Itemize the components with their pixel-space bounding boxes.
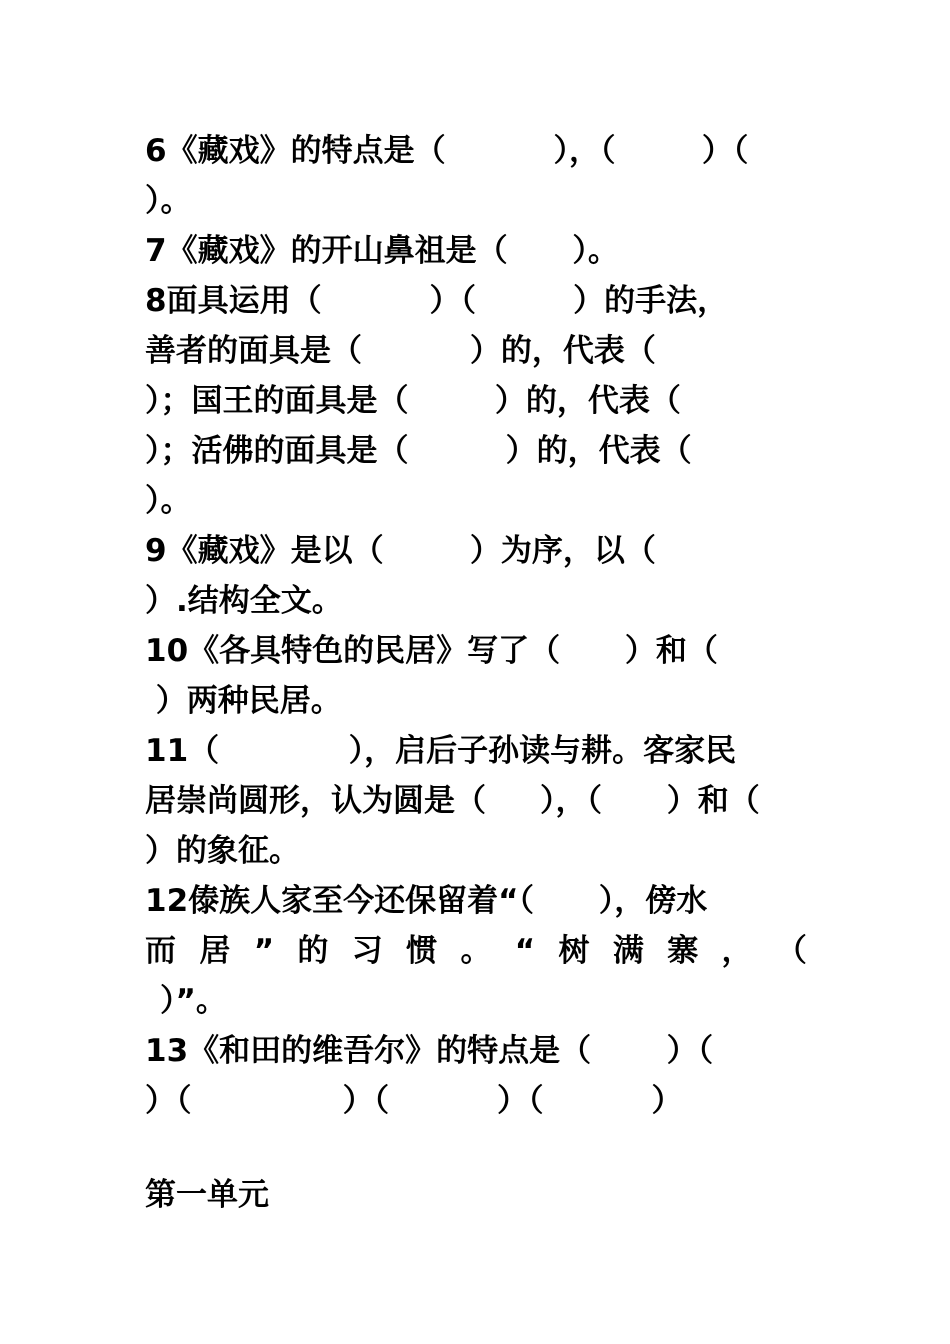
text-line-10: ）.结构全文。: [145, 583, 343, 619]
text-line-12: ）两种民居。: [145, 683, 342, 719]
text-line-7: ）；活佛的面具是（ ）的，代表（: [145, 433, 692, 469]
text-line-6: ）；国王的面具是（ ）的，代表（: [145, 383, 681, 419]
text-line-15: ）的象征。: [145, 833, 300, 869]
text-line-14: 居崇尚圆形，认为圆是（ ），（ ）和（: [145, 783, 760, 819]
text-line-8: ）。: [145, 483, 192, 519]
justified-char: 习: [351, 933, 383, 969]
text-line-5: 善者的面具是（ ）的，代表（: [145, 333, 656, 369]
text-line-11: 10《各具特色的民居》写了（ ）和（: [145, 633, 718, 669]
justified-char: 的: [297, 933, 329, 969]
justified-char: 而: [145, 933, 176, 969]
justified-char: 树: [558, 933, 590, 969]
justified-char: 惯: [406, 933, 438, 969]
justified-char: ”: [253, 933, 275, 969]
text-line-20: ）（ ）（ ）（ ）: [145, 1083, 683, 1119]
text-line-16: 12傣族人家至今还保留着“（ ），傍水: [145, 883, 708, 919]
justified-char: “: [514, 933, 536, 969]
text-line-1: 6《藏戏》的特点是（ ），（ ）（: [145, 133, 749, 169]
justified-char: ，: [721, 933, 753, 969]
justified-char: 居: [199, 933, 231, 969]
justified-char: 。: [460, 933, 492, 969]
text-line-2: ）。: [145, 183, 192, 219]
section-heading: 第一单元: [145, 1177, 269, 1213]
justified-char: 满: [612, 933, 644, 969]
justified-char: （: [775, 933, 807, 969]
text-line-13: 11（ ），启后子孙读与耕。客家民: [145, 733, 737, 769]
text-line-9: 9《藏戏》是以（ ）为序，以（: [145, 533, 656, 569]
text-line-4: 8面具运用（ ）（ ）的手法，: [145, 283, 729, 319]
text-line-3: 7《藏戏》的开山鼻祖是（ ）。: [145, 233, 619, 269]
text-line-18: ）”。: [160, 983, 227, 1019]
text-line-17-justified: [145, 926, 807, 976]
text-line-19: 13《和田的维吾尔》的特点是（ ）（: [145, 1033, 714, 1069]
justified-char: 寨: [667, 933, 699, 969]
